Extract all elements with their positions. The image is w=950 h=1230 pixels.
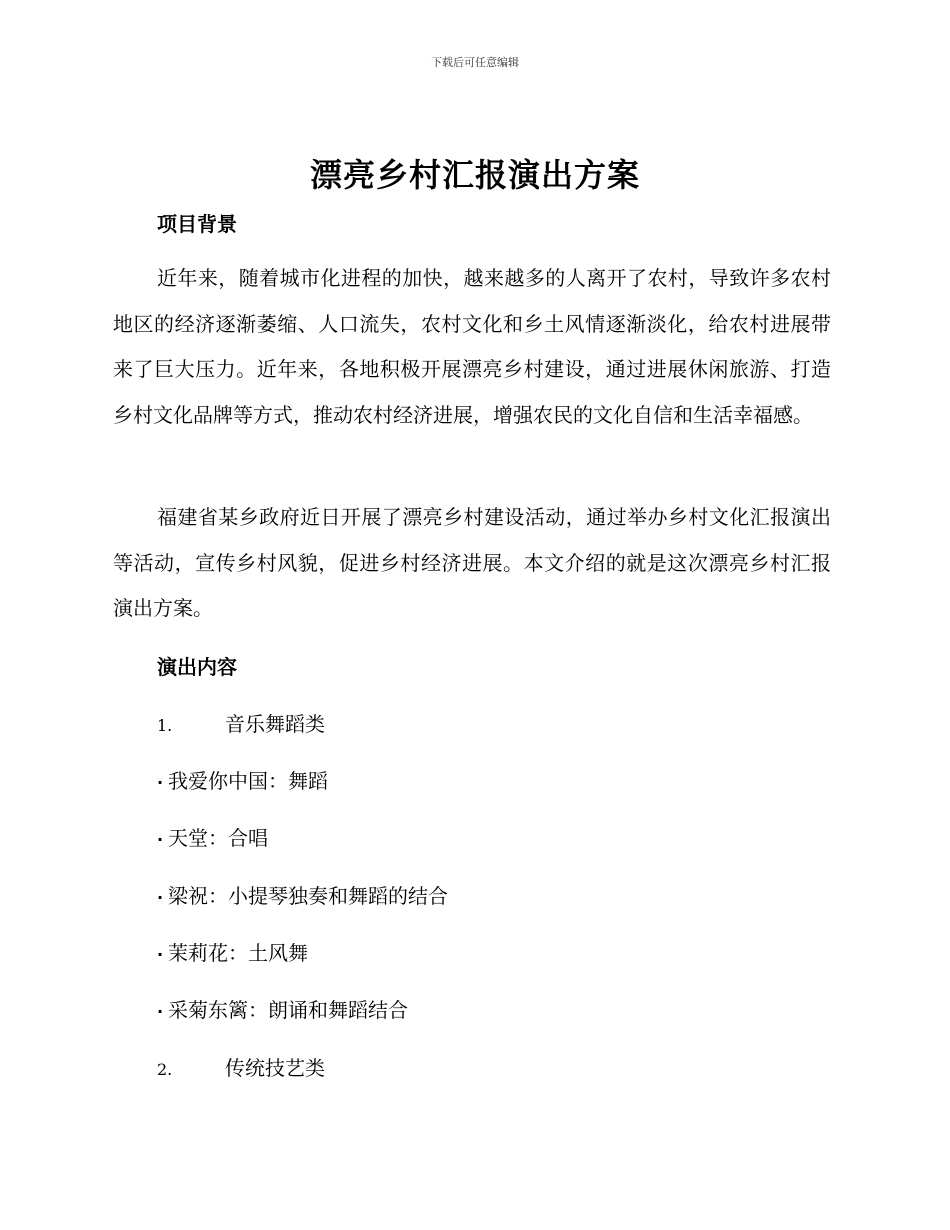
bullet-icon: ·: [157, 773, 164, 792]
bullet-icon: ·: [157, 888, 164, 907]
bullet-icon: ·: [157, 1002, 164, 1021]
section-heading-background: 项目背景: [157, 212, 237, 236]
background-paragraph-1: 近年来，随着城市化进程的加快，越来越多的人离开了农村，导致许多农村地区的经济逐渐萎缩、人口流失，农村文化和乡土风情逐渐淡化，给农村进展带来了巨大压力。近年来，各地积极开展漂亮乡村建设，通过进展休闲旅游、打造乡村文化品牌等方式，推动农村经济进展，增强农民的文化自信和生活幸福感。: [113, 266, 831, 427]
list-item-text: 天堂：合唱: [168, 826, 268, 850]
list-item: [157, 880, 448, 909]
bullet-icon: ·: [157, 830, 164, 849]
category-music-dance: [157, 708, 325, 737]
list-item-text: 采菊东篱：朗诵和舞蹈结合: [168, 998, 408, 1022]
list-item: [157, 822, 268, 851]
category-label: 传统技艺类: [225, 1056, 325, 1080]
bullet-icon: ·: [157, 945, 164, 964]
background-paragraph-2: 福建省某乡政府近日开展了漂亮乡村建设活动，通过举办乡村文化汇报演出等活动，宣传乡村风貌，促进乡村经济进展。本文介绍的就是这次漂亮乡村汇报演出方案。: [113, 505, 831, 620]
list-item-text: 茉莉花：土风舞: [168, 941, 308, 965]
list-item: [157, 765, 328, 794]
list-item-text: 梁祝：小提琴独奏和舞蹈的结合: [168, 884, 448, 908]
category-number: 2.: [157, 1060, 173, 1079]
document-title: 漂亮乡村汇报演出方案: [309, 156, 640, 194]
list-item: [157, 994, 408, 1023]
section-heading-content: 演出内容: [157, 655, 237, 679]
header-note: 下载后可任意编辑: [431, 56, 519, 69]
category-number: 1.: [157, 716, 173, 735]
list-item-text: 我爱你中国：舞蹈: [168, 769, 328, 793]
list-item: [157, 937, 308, 966]
category-label: 音乐舞蹈类: [225, 712, 325, 736]
category-traditional-crafts: [157, 1052, 325, 1081]
